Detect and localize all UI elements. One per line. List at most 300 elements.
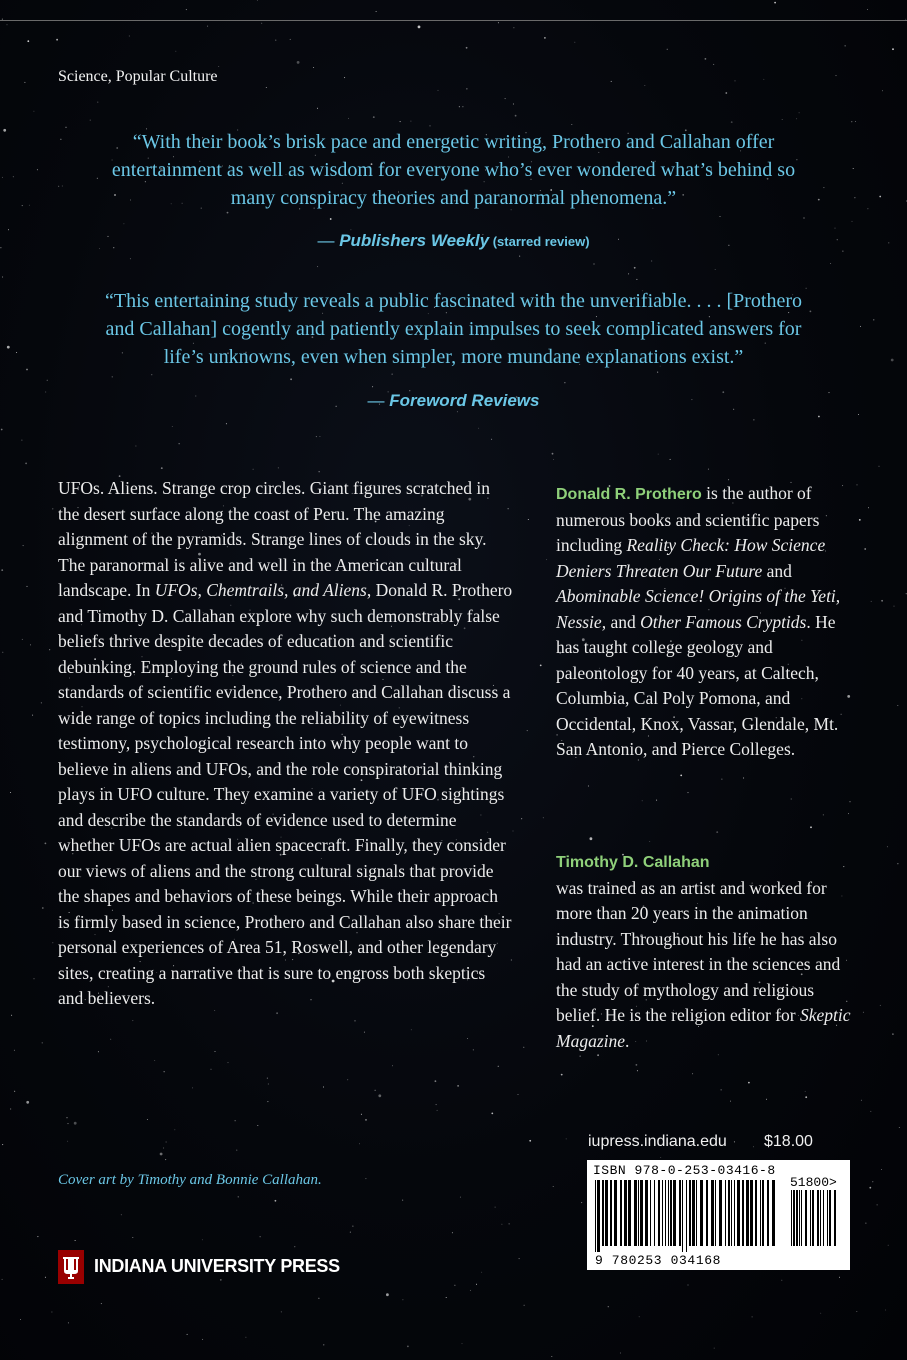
star bbox=[521, 818, 522, 819]
star bbox=[430, 125, 431, 126]
star bbox=[498, 1066, 499, 1067]
star bbox=[1, 429, 3, 431]
star bbox=[859, 519, 861, 521]
star bbox=[22, 205, 23, 206]
star bbox=[636, 1064, 638, 1066]
star bbox=[34, 978, 35, 979]
star bbox=[731, 121, 733, 123]
star bbox=[885, 1310, 886, 1311]
star bbox=[330, 218, 332, 220]
star bbox=[392, 1065, 393, 1066]
star bbox=[721, 1089, 722, 1090]
barcode-bar bbox=[812, 1190, 814, 1246]
author-name: Donald R. Prothero bbox=[556, 486, 702, 503]
star bbox=[459, 106, 460, 107]
star bbox=[319, 471, 320, 472]
star bbox=[836, 75, 837, 76]
isbn-digits: 9 780253 034168 bbox=[595, 1253, 722, 1268]
star bbox=[667, 49, 668, 50]
star bbox=[323, 1344, 324, 1345]
barcode-bar bbox=[791, 1190, 792, 1246]
star bbox=[51, 1312, 52, 1313]
star bbox=[290, 39, 291, 40]
star bbox=[37, 1236, 38, 1237]
star bbox=[478, 428, 479, 429]
star bbox=[892, 48, 894, 50]
star bbox=[856, 1311, 857, 1312]
star bbox=[571, 124, 572, 125]
star bbox=[720, 216, 721, 217]
star bbox=[319, 436, 320, 437]
star bbox=[763, 79, 764, 80]
star bbox=[891, 359, 894, 362]
star bbox=[564, 382, 565, 383]
barcode-bar bbox=[725, 1180, 726, 1246]
star bbox=[10, 792, 11, 793]
bio-text: and bbox=[762, 560, 792, 581]
star bbox=[879, 466, 880, 467]
star bbox=[718, 1054, 719, 1055]
star bbox=[166, 1142, 167, 1143]
star bbox=[211, 1069, 212, 1070]
star bbox=[101, 1303, 102, 1304]
barcode-bar bbox=[799, 1190, 800, 1246]
star bbox=[872, 1181, 873, 1182]
star bbox=[42, 1042, 43, 1043]
quote-line: and Callahan] cogently and patiently explain impulses to seek complicated answers for bbox=[105, 318, 802, 340]
star bbox=[228, 1062, 229, 1063]
star bbox=[24, 82, 25, 83]
iu-trident-icon bbox=[58, 1250, 84, 1284]
star bbox=[868, 507, 869, 508]
star bbox=[553, 459, 554, 460]
book-price: $18.00 bbox=[764, 1133, 813, 1150]
star bbox=[68, 1322, 69, 1323]
star bbox=[870, 1111, 871, 1112]
star bbox=[348, 118, 349, 119]
barcode-bar bbox=[827, 1190, 828, 1246]
star bbox=[888, 242, 889, 243]
star bbox=[642, 800, 643, 801]
star bbox=[165, 1159, 166, 1160]
star bbox=[608, 1306, 609, 1307]
star bbox=[692, 1073, 693, 1074]
star bbox=[110, 1039, 111, 1040]
star bbox=[639, 1316, 640, 1317]
star bbox=[3, 129, 6, 132]
barcode-bar bbox=[719, 1180, 722, 1246]
star bbox=[361, 1114, 362, 1115]
star bbox=[8, 229, 9, 230]
isbn-label: ISBN 978-0-253-03416-8 bbox=[593, 1163, 776, 1178]
star bbox=[26, 1101, 29, 1104]
barcode-bar bbox=[823, 1190, 824, 1246]
star bbox=[13, 176, 14, 177]
quote-line: entertainment as well as wisdom for everyone who’s ever wondered what’s behind so bbox=[111, 159, 796, 181]
star bbox=[810, 826, 812, 828]
star bbox=[33, 111, 34, 112]
barcode-bar bbox=[742, 1180, 744, 1246]
star bbox=[218, 66, 219, 67]
star bbox=[879, 196, 881, 198]
star bbox=[68, 1123, 69, 1124]
star bbox=[365, 1178, 366, 1179]
barcode-bar bbox=[614, 1180, 617, 1246]
star bbox=[407, 1346, 409, 1348]
star bbox=[860, 326, 861, 327]
star bbox=[830, 263, 831, 264]
star bbox=[867, 208, 868, 209]
star bbox=[317, 108, 318, 109]
star bbox=[317, 266, 318, 267]
star bbox=[850, 801, 851, 802]
star bbox=[491, 439, 492, 440]
star bbox=[721, 779, 722, 780]
star bbox=[275, 1200, 277, 1202]
barcode-bar bbox=[772, 1180, 775, 1246]
star bbox=[580, 1056, 581, 1057]
barcode-bars bbox=[593, 1180, 843, 1252]
star bbox=[867, 9, 868, 10]
star bbox=[657, 372, 658, 373]
star bbox=[820, 1313, 821, 1314]
star bbox=[735, 80, 736, 81]
star bbox=[634, 267, 636, 269]
star bbox=[410, 121, 411, 122]
star bbox=[725, 92, 727, 94]
star bbox=[344, 77, 345, 78]
star bbox=[897, 705, 898, 706]
star bbox=[574, 42, 575, 43]
star bbox=[418, 26, 421, 29]
star bbox=[435, 1080, 437, 1082]
star bbox=[2, 1279, 3, 1280]
star bbox=[864, 548, 866, 550]
star bbox=[452, 1232, 453, 1233]
star bbox=[266, 87, 267, 88]
star bbox=[215, 1051, 216, 1052]
barcode-bar bbox=[711, 1180, 714, 1246]
star bbox=[766, 1099, 767, 1100]
star bbox=[276, 1012, 278, 1014]
star bbox=[670, 459, 671, 460]
barcode-bar bbox=[662, 1180, 663, 1246]
star bbox=[67, 1141, 68, 1142]
barcode-bar bbox=[829, 1190, 831, 1246]
star bbox=[637, 1070, 638, 1071]
barcode-bar bbox=[746, 1180, 749, 1246]
barcode-bar bbox=[679, 1180, 681, 1246]
star bbox=[748, 1082, 750, 1084]
star bbox=[730, 1101, 731, 1102]
category-label: Science, Popular Culture bbox=[58, 68, 218, 85]
star bbox=[49, 649, 50, 650]
barcode-bar bbox=[640, 1180, 643, 1246]
star bbox=[400, 121, 401, 122]
author-name: Timothy D. Callahan bbox=[556, 854, 710, 871]
star bbox=[581, 1202, 582, 1203]
star bbox=[899, 1127, 900, 1128]
star bbox=[888, 1245, 889, 1246]
star bbox=[52, 942, 53, 943]
star bbox=[22, 639, 23, 640]
barcode-bar bbox=[650, 1180, 651, 1246]
star bbox=[708, 469, 709, 470]
barcode-bar bbox=[692, 1180, 695, 1246]
barcode-bar bbox=[668, 1180, 669, 1246]
review-attribution-1 bbox=[60, 231, 847, 251]
barcode-bar bbox=[658, 1180, 660, 1246]
star bbox=[501, 1224, 502, 1225]
star bbox=[855, 121, 856, 122]
star bbox=[861, 1100, 862, 1101]
star bbox=[513, 27, 514, 28]
star bbox=[281, 1311, 282, 1312]
star bbox=[267, 1101, 268, 1102]
quote-line: “With their book’s brisk pace and energetic writing, Prothero and Callahan offer bbox=[132, 131, 775, 153]
star bbox=[26, 369, 28, 371]
star bbox=[350, 1232, 351, 1233]
star bbox=[2, 277, 3, 278]
star bbox=[402, 1299, 403, 1300]
review-source: Foreword Reviews bbox=[389, 391, 540, 410]
star bbox=[752, 1316, 753, 1317]
star bbox=[857, 484, 858, 485]
star bbox=[799, 112, 800, 113]
star bbox=[45, 1277, 46, 1278]
bio-text: . bbox=[625, 1030, 630, 1051]
star bbox=[14, 1050, 15, 1051]
star bbox=[257, 0, 258, 1]
star bbox=[462, 1343, 463, 1344]
star bbox=[656, 800, 657, 801]
isbn-barcode bbox=[587, 1160, 850, 1270]
barcode-bar bbox=[605, 1180, 608, 1246]
barcode-bar bbox=[634, 1180, 637, 1246]
star bbox=[7, 346, 10, 349]
book-description bbox=[58, 476, 513, 1012]
barcode-bar bbox=[696, 1180, 697, 1246]
star bbox=[680, 775, 682, 777]
star bbox=[21, 440, 22, 441]
star bbox=[245, 1337, 246, 1338]
star bbox=[753, 1146, 754, 1147]
star bbox=[45, 843, 47, 845]
star bbox=[174, 1129, 175, 1130]
star bbox=[74, 1122, 77, 1125]
barcode-bar bbox=[750, 1180, 753, 1246]
star bbox=[546, 559, 547, 560]
star bbox=[27, 586, 28, 587]
star bbox=[551, 1356, 552, 1357]
star bbox=[2, 1144, 3, 1145]
barcode-bar bbox=[638, 1180, 639, 1246]
star bbox=[411, 1029, 412, 1030]
quote-line: many conspiracy theories and paranormal phenomena.” bbox=[230, 187, 677, 209]
star bbox=[651, 261, 652, 262]
barcode-bar bbox=[834, 1190, 836, 1246]
star bbox=[470, 1290, 471, 1291]
star bbox=[130, 258, 131, 259]
star bbox=[519, 256, 520, 257]
star bbox=[688, 792, 689, 793]
star bbox=[491, 1113, 493, 1115]
barcode-bar bbox=[762, 1180, 764, 1246]
star bbox=[543, 817, 544, 818]
barcode-bar bbox=[689, 1180, 691, 1246]
star bbox=[359, 1143, 360, 1144]
star bbox=[147, 1119, 148, 1120]
book-title: Other Famous Cryptids bbox=[640, 611, 807, 632]
star bbox=[275, 40, 276, 41]
star bbox=[257, 1125, 258, 1126]
barcode-bar bbox=[673, 1180, 676, 1246]
book-title: UFOs, Chemtrails, and Aliens bbox=[154, 580, 367, 600]
star bbox=[402, 1200, 403, 1201]
book-title: Abominable Science! Origins of the Yeti, Nessie, bbox=[556, 586, 841, 632]
star bbox=[597, 1054, 599, 1056]
star bbox=[90, 120, 91, 121]
star bbox=[290, 378, 292, 380]
star bbox=[753, 419, 754, 420]
star bbox=[123, 223, 124, 224]
magazine-title: Skeptic Magazine bbox=[556, 1005, 851, 1051]
star bbox=[260, 1236, 261, 1237]
star bbox=[67, 1117, 68, 1118]
star bbox=[871, 601, 872, 602]
star bbox=[894, 606, 895, 607]
star bbox=[352, 1226, 353, 1227]
star bbox=[594, 264, 595, 265]
star bbox=[267, 1078, 268, 1079]
barcode-bar bbox=[682, 1180, 683, 1252]
star bbox=[313, 67, 314, 68]
star bbox=[32, 715, 33, 716]
star bbox=[743, 778, 744, 779]
star bbox=[438, 90, 439, 91]
star bbox=[805, 1091, 806, 1092]
star bbox=[498, 22, 499, 23]
star bbox=[590, 837, 593, 840]
author-bio-callahan bbox=[556, 850, 856, 1054]
star bbox=[446, 1297, 447, 1298]
bio-text: was trained as an artist and worked for more than 20 years in the animation industry. Throughout his life he has also had an active interest in the sciences and the study of mythology and religious belief. He is the religion editor for bbox=[556, 877, 841, 1025]
star bbox=[552, 453, 554, 455]
star bbox=[705, 58, 707, 60]
star bbox=[713, 64, 714, 65]
star bbox=[164, 1071, 165, 1072]
star bbox=[774, 2, 776, 4]
barcode-bar bbox=[602, 1180, 604, 1246]
star bbox=[163, 1148, 164, 1149]
cover-art-credit: Cover art by Timothy and Bonnie Callahan. bbox=[58, 1172, 322, 1188]
barcode-bar bbox=[767, 1180, 769, 1246]
star bbox=[460, 1197, 461, 1198]
star bbox=[202, 1339, 203, 1340]
star bbox=[848, 813, 849, 814]
star bbox=[523, 1047, 524, 1048]
star bbox=[566, 1138, 567, 1139]
barcode-bar bbox=[610, 1180, 612, 1246]
star bbox=[172, 426, 173, 427]
barcode-bar bbox=[624, 1180, 627, 1246]
author-bio-prothero bbox=[556, 481, 856, 763]
star bbox=[791, 799, 792, 800]
star bbox=[881, 1169, 882, 1170]
barcode-bar bbox=[654, 1180, 655, 1246]
star bbox=[226, 423, 227, 424]
star bbox=[27, 40, 29, 42]
star bbox=[323, 1087, 324, 1088]
star bbox=[278, 467, 279, 468]
star bbox=[316, 436, 317, 437]
star bbox=[386, 1293, 389, 1296]
star bbox=[154, 1060, 155, 1061]
star bbox=[649, 841, 650, 842]
star bbox=[238, 1196, 239, 1197]
barcode-bar bbox=[715, 1180, 716, 1246]
star bbox=[518, 1094, 519, 1095]
barcode-bar bbox=[595, 1180, 596, 1252]
barcode-bar bbox=[805, 1190, 807, 1246]
description-text: , Donald R. Prothero and Timothy D. Callahan explore why such demonstrably false beliefs thrive despite decades of education and scientific debunking. Employing the ground rules of science and the standards of scientific evidence, Prothero and Callahan discuss a wide range of topics including the reliability of eyewitness testimony, psychological research into why people want to believe in aliens and UFOs, and the role conspiratorial thinking plays in UFO culture. They examine a variety of UFO sightings and describe the standards of evidence used to determine whether UFOs are actual alien spacecraft. Finally, they consider our views of aliens and the strong cultural signals that provide the shapes and behaviors of these beings. While their approach is firmly based in science, Prothero and Callahan also share their personal experiences of Area 51, Roswell, and other legendary sites, creating a narrative that is sure to engross both skeptics and believers. bbox=[58, 580, 513, 1008]
barcode-bar bbox=[597, 1180, 600, 1252]
star bbox=[880, 1005, 881, 1006]
star bbox=[466, 88, 467, 89]
star bbox=[553, 1186, 554, 1187]
star bbox=[715, 269, 716, 270]
star bbox=[509, 1223, 510, 1224]
publisher-name: INDIANA UNIVERSITY PRESS bbox=[94, 1256, 340, 1276]
star bbox=[297, 61, 300, 64]
star bbox=[863, 1012, 864, 1013]
review-attribution-2 bbox=[60, 391, 847, 411]
description-text: UFOs. Aliens. Strange crop circles. Giant figures scratched in the desert surface along the coast of Peru. The amazing alignment of the pyramids. Strange lines of clouds in the sky. The paranormal is alive and well in the American cultural landscape. In bbox=[58, 478, 491, 600]
barcode-bar bbox=[670, 1180, 672, 1246]
star bbox=[513, 104, 514, 105]
star bbox=[372, 386, 373, 387]
star bbox=[132, 1237, 133, 1238]
star bbox=[873, 319, 874, 320]
star bbox=[56, 39, 58, 41]
star bbox=[466, 47, 468, 49]
star bbox=[462, 106, 463, 107]
review-quote-1 bbox=[60, 128, 847, 212]
star bbox=[378, 1094, 381, 1097]
star bbox=[818, 416, 820, 418]
bio-text: is the author of numerous books and scientific papers including bbox=[556, 483, 820, 555]
star bbox=[202, 1239, 203, 1240]
star bbox=[688, 1285, 689, 1286]
barcode-bar bbox=[820, 1190, 821, 1246]
review-note: (starred review) bbox=[489, 234, 590, 249]
quote-line: life’s unknowns, even when simpler, more mundane explanations exist.” bbox=[163, 346, 744, 368]
star bbox=[42, 907, 44, 909]
star bbox=[98, 1051, 99, 1052]
star bbox=[47, 380, 48, 381]
star bbox=[454, 1285, 455, 1286]
star bbox=[268, 1084, 269, 1085]
star bbox=[528, 519, 529, 520]
star bbox=[14, 1091, 15, 1092]
star bbox=[529, 1140, 531, 1142]
publisher-website: iupress.indiana.edu bbox=[588, 1133, 727, 1150]
barcode-bar bbox=[665, 1180, 666, 1246]
barcode-bar bbox=[706, 1180, 708, 1246]
review-quote-2 bbox=[60, 287, 847, 371]
star bbox=[29, 205, 30, 206]
star bbox=[132, 1020, 133, 1021]
